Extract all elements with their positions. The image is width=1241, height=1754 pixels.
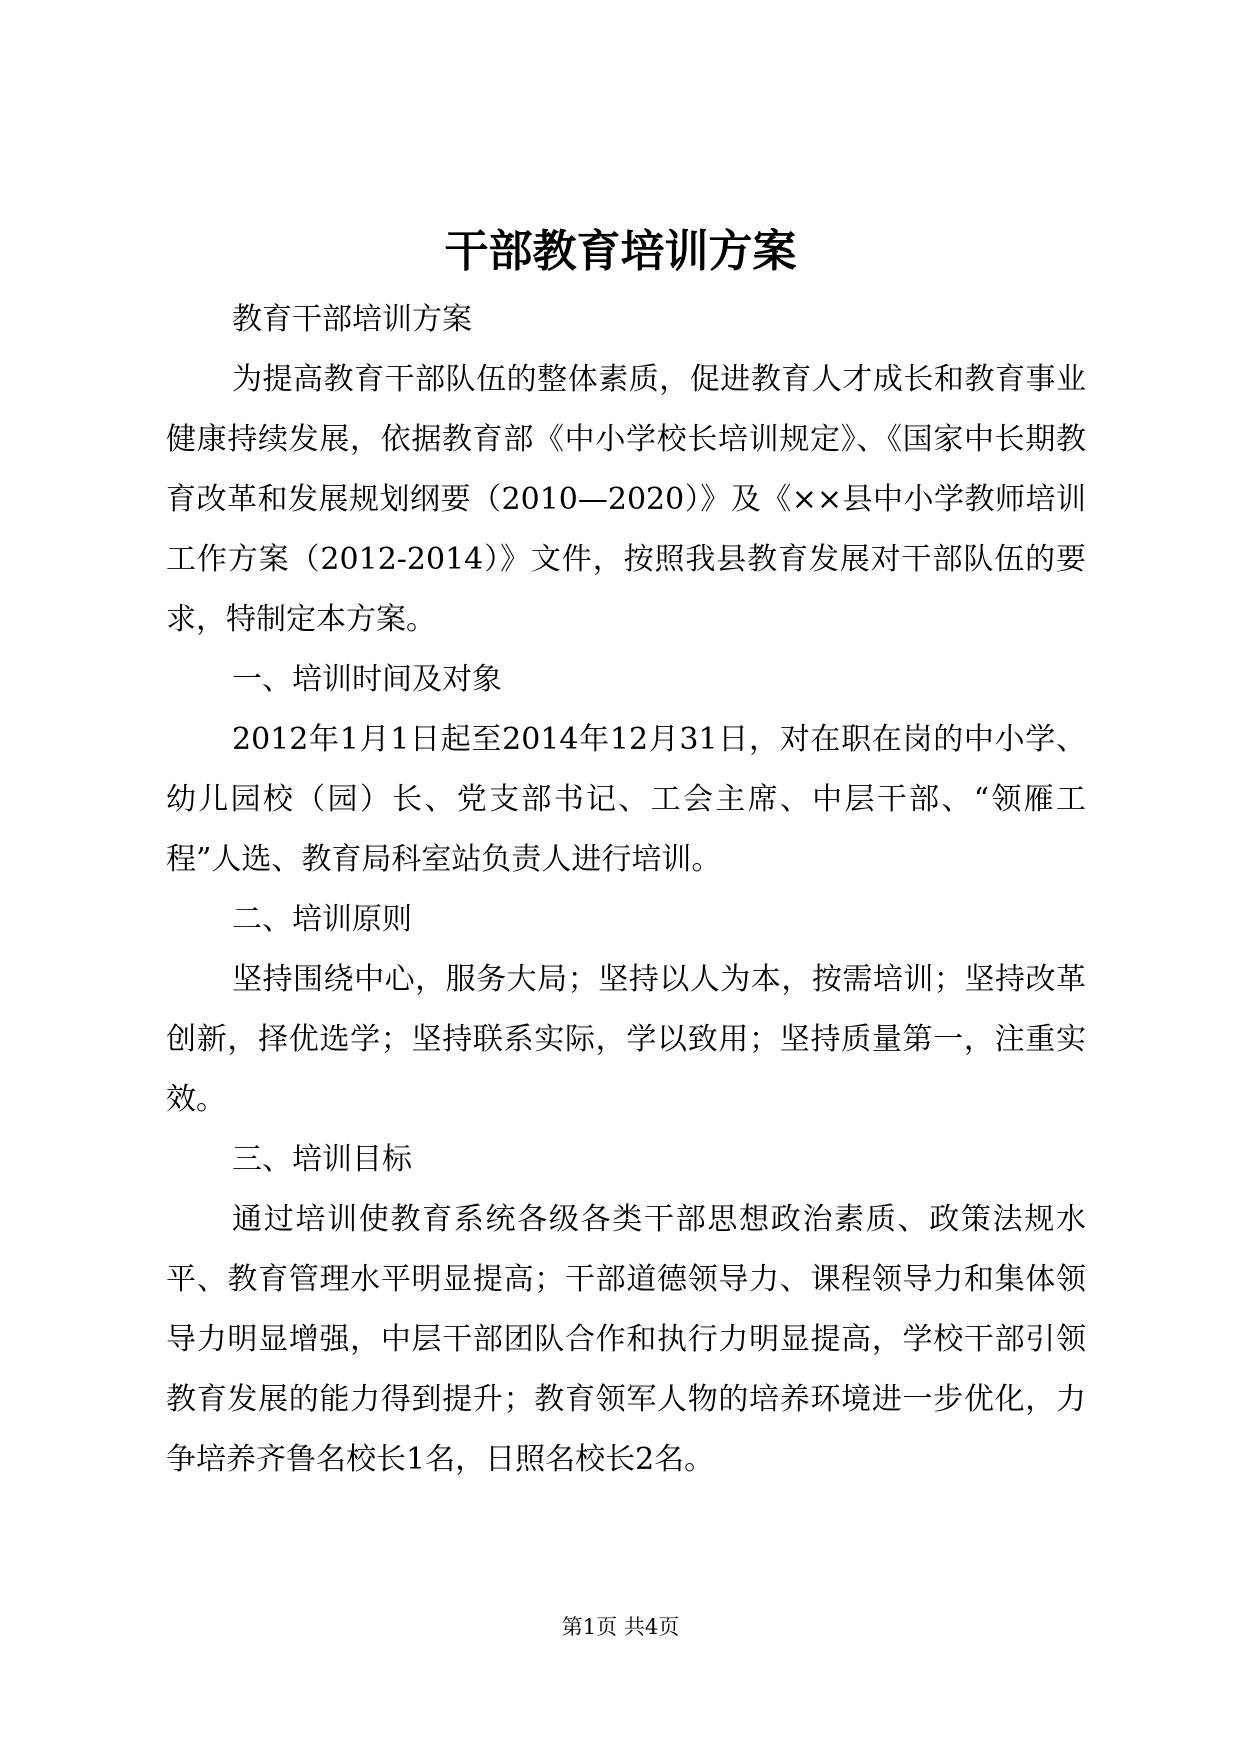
section-heading-goals: 三、培训目标 bbox=[232, 1142, 412, 1177]
section-heading-time-target: 一、培训时间及对象 bbox=[232, 662, 502, 697]
goals-paragraph: 通过培训使教育系统各级各类干部思想政治素质、政策法规水平、教育管理水平明显提高；干部道德领导力、课程领导力和集体领导力明显增强，中层干部团队合作和执行力明显提高，学校干部引领教育发展的能力得到提升；教育领军人物的培养环境进一步优化，力争培养齐鲁名校长1名，日照名校长2名。 bbox=[166, 1202, 1086, 1477]
time-target-paragraph: 2012年1月1日起至2014年12月31日，对在职在岗的中小学、幼儿园校（园）长、党支部书记、工会主席、中层干部、“领雁工程”人选、教育局科室站负责人进行培训。 bbox=[166, 722, 1086, 877]
intro-paragraph: 为提高教育干部队伍的整体素质，促进教育人才成长和教育事业健康持续发展，依据教育部《中小学校长培训规定》、《国家中长期教育改革和发展规划纲要（2010—2020）》及《××县中小学教师培训工作方案（2012-2014）》文件，按照我县教育发展对干部队伍的要求，特制定本方案。 bbox=[166, 362, 1086, 637]
principles-paragraph: 坚持围绕中心，服务大局；坚持以人为本，按需培训；坚持改革创新，择优选学；坚持联系实际，学以致用；坚持质量第一，注重实效。 bbox=[166, 962, 1086, 1117]
section-heading-principles: 二、培训原则 bbox=[232, 902, 412, 937]
page-number-footer: 第1页 共4页 bbox=[561, 1615, 680, 1639]
subtitle-paragraph: 教育干部培训方案 bbox=[232, 302, 472, 337]
document-title: 干部教育培训方案 bbox=[444, 226, 797, 277]
document-body bbox=[166, 290, 1086, 1490]
